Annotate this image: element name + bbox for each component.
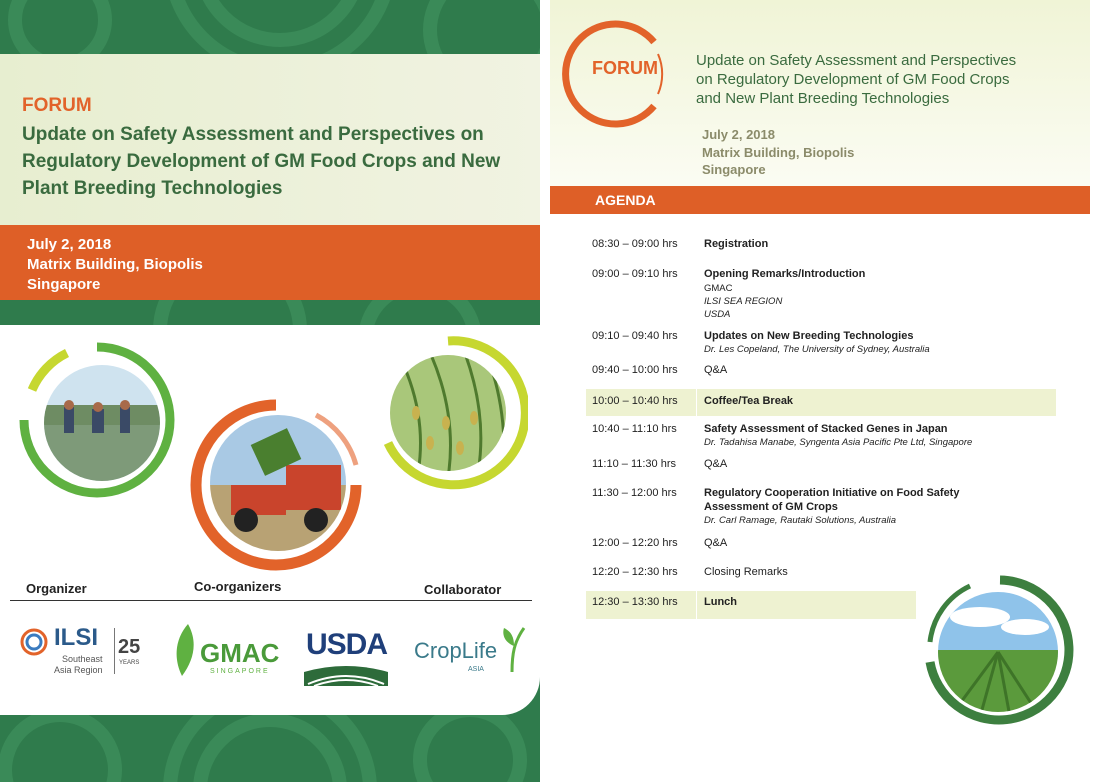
agenda-title: Closing Remarks — [704, 566, 788, 578]
agenda-sub: USDA — [704, 309, 731, 320]
agenda-title: Updates on New Breeding Technologies — [704, 330, 914, 342]
ilsi-years-label: YEARS — [119, 660, 140, 666]
ilsi-years-number: 25 — [118, 636, 141, 658]
harvester-photo — [176, 395, 376, 575]
agenda-sub: Dr. Les Copeland, The University of Sydney, Australia — [704, 344, 930, 355]
agenda-time: 11:30 – 12:00 hrs — [592, 487, 677, 499]
forum-label-right: FORUM — [592, 58, 658, 78]
agenda-sub: GMAC — [704, 283, 733, 294]
ilsi-text: ILSI — [54, 624, 99, 651]
ilsi-sub1: Southeast — [62, 654, 103, 664]
agenda-title: Q&A — [704, 458, 728, 470]
agenda-row — [586, 330, 1054, 360]
agenda-row — [586, 238, 1054, 256]
agenda-title: Q&A — [704, 364, 728, 376]
agenda-page — [550, 0, 1098, 782]
agenda-bar — [550, 186, 1090, 214]
agenda-row — [586, 537, 1054, 555]
forum-title: Update on Safety Assessment and Perspectives on Regulatory Development of GM Food Crops and New Plant Breeding Technologies — [22, 124, 501, 199]
coorganizers-label: Co-organizers — [194, 579, 282, 594]
agenda-time: 09:00 – 09:10 hrs — [592, 268, 678, 280]
ilsi-logo — [18, 622, 148, 682]
title-line: on Regulatory Development of GM Food Crops — [696, 71, 1010, 88]
agenda-row-highlight — [586, 389, 1056, 416]
agenda-time: 12:20 – 12:30 hrs — [592, 566, 678, 578]
rice-planting-photo — [12, 335, 182, 505]
event-city-right: Singapore — [702, 162, 766, 177]
agenda-time: 10:00 – 10:40 hrs — [592, 395, 678, 407]
title-line: and New Plant Breeding Technologies — [696, 90, 950, 107]
agenda-time: 12:30 – 13:30 hrs — [592, 596, 678, 608]
agenda-time: 08:30 – 09:00 hrs — [592, 238, 678, 250]
agenda-time: 09:10 – 09:40 hrs — [592, 330, 678, 342]
agenda-title-line2: Assessment of GM Crops — [704, 501, 838, 513]
agenda-title: Lunch — [704, 596, 737, 608]
agenda-title: Safety Assessment of Stacked Genes in Japan — [704, 423, 948, 435]
ilsi-ring-icon — [18, 626, 50, 658]
organizer-label: Organizer — [26, 581, 87, 596]
crop-field-photo — [910, 572, 1078, 728]
agenda-time: 10:40 – 11:10 hrs — [592, 423, 677, 435]
agenda-title: Regulatory Cooperation Initiative on Food Safety — [704, 487, 960, 499]
event-venue: Matrix Building, Biopolis — [27, 256, 203, 273]
agenda-sub: Dr. Tadahisa Manabe, Syngenta Asia Pacific Pte Ltd, Singapore — [704, 437, 973, 448]
brochure-cover — [0, 0, 540, 782]
agenda-row — [586, 423, 1054, 453]
event-city: Singapore — [27, 276, 101, 293]
agenda-row — [586, 458, 1054, 476]
gmac-text: GMAC — [200, 638, 280, 668]
agenda-time: 12:00 – 12:20 hrs — [592, 537, 678, 549]
agenda-title: Q&A — [704, 537, 728, 549]
row-separator — [696, 389, 697, 416]
agenda-row — [586, 268, 1054, 324]
agenda-row — [586, 364, 1054, 382]
croplife-logo — [414, 624, 534, 680]
agenda-time: 09:40 – 10:00 hrs — [592, 364, 678, 376]
ilsi-logo-divider — [114, 628, 115, 674]
croplife-sub: ASIA — [468, 666, 484, 673]
forum-title-right — [696, 51, 1088, 108]
usda-field-icon — [304, 664, 388, 686]
croplife-sprout-icon — [500, 624, 530, 674]
gmac-leaf-icon — [170, 622, 200, 677]
forum-label: FORUM — [22, 95, 92, 116]
usda-text: USDA — [306, 628, 388, 661]
agenda-time: 11:10 – 11:30 hrs — [592, 458, 676, 470]
agenda-label: AGENDA — [595, 192, 656, 208]
event-date-right: July 2, 2018 — [702, 127, 775, 142]
title-line: Update on Safety Assessment and Perspectives — [696, 52, 1017, 69]
agenda-sub: Dr. Carl Ramage, Rautaki Solutions, Australia — [704, 515, 897, 526]
agenda-row — [586, 487, 1054, 531]
collaborator-label: Collaborator — [424, 582, 502, 597]
gmac-sub: SINGAPORE — [210, 668, 270, 675]
agenda-title: Coffee/Tea Break — [704, 395, 794, 407]
gmac-logo — [170, 622, 285, 682]
event-date: July 2, 2018 — [27, 236, 112, 253]
agenda-sub: ILSI SEA REGION — [704, 296, 783, 307]
divider — [10, 600, 532, 601]
croplife-text: CropLife — [414, 638, 498, 663]
rice-grains-photo — [368, 333, 528, 498]
ilsi-sub2: Asia Region — [54, 665, 103, 675]
agenda-title: Opening Remarks/Introduction — [704, 268, 866, 280]
usda-logo — [304, 628, 388, 686]
event-venue-right: Matrix Building, Biopolis — [702, 145, 855, 160]
row-separator — [696, 591, 697, 619]
agenda-row-highlight — [586, 591, 916, 619]
agenda-title: Registration — [704, 238, 769, 250]
